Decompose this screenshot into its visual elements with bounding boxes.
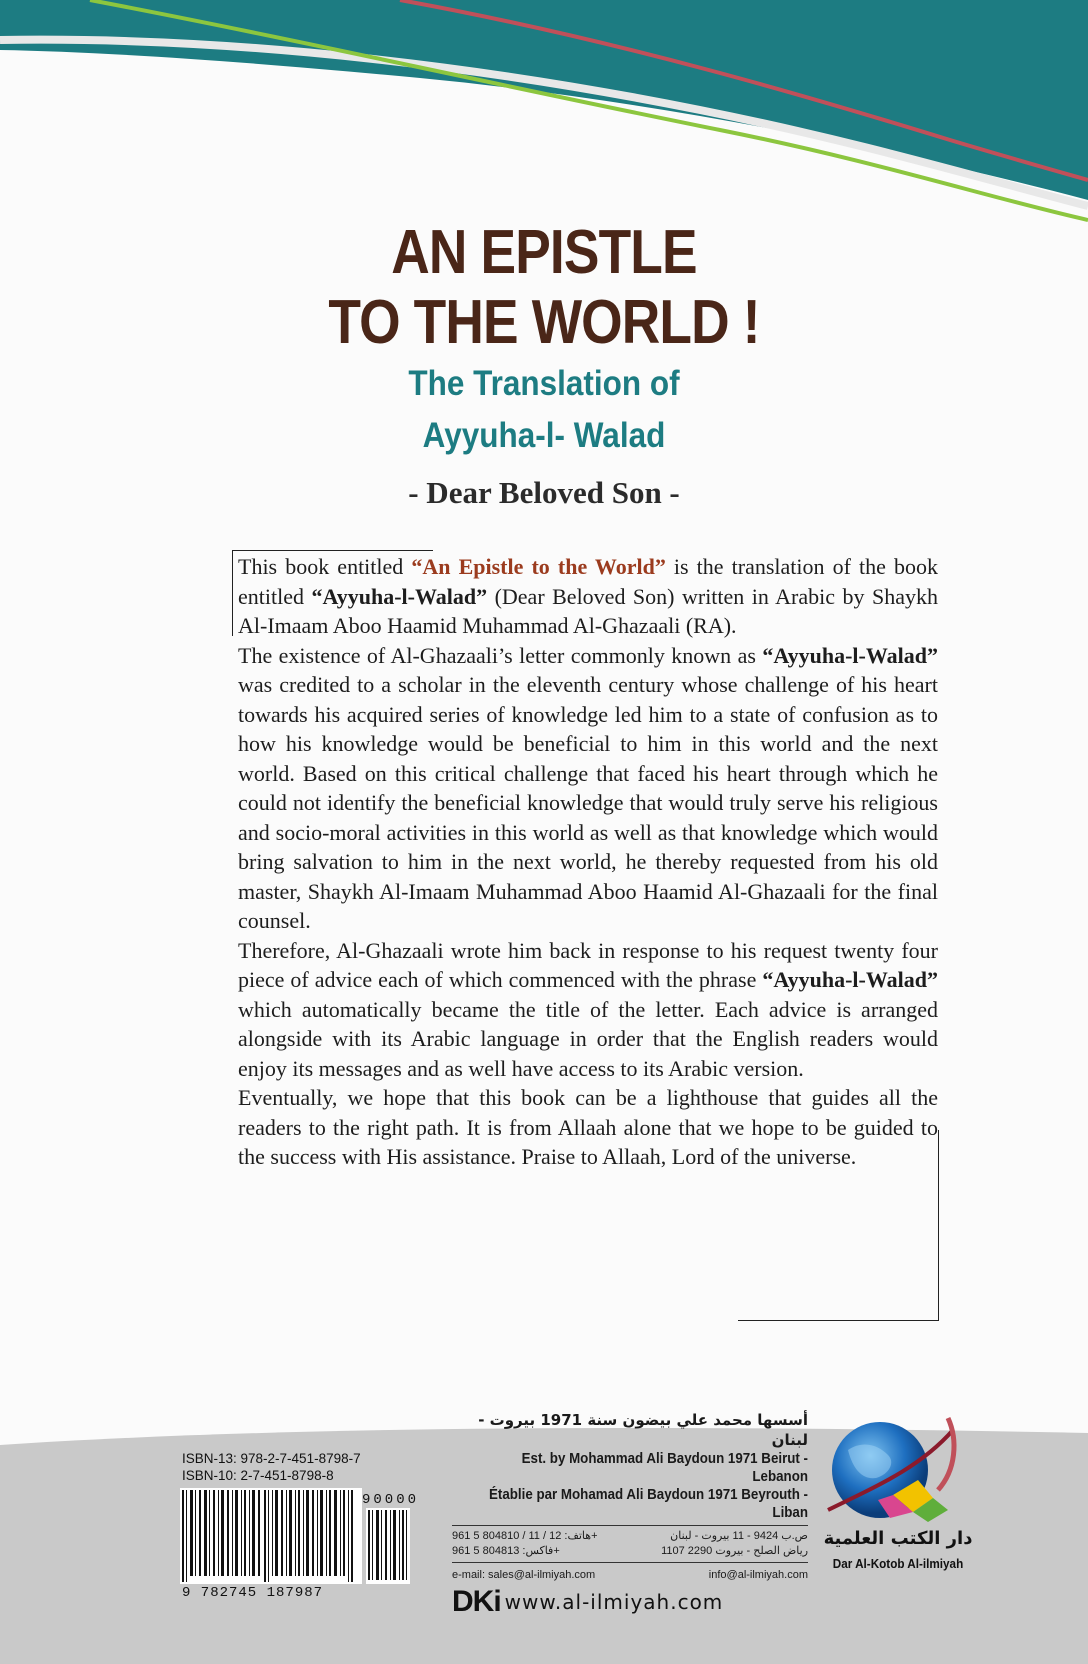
paragraph-3	[238, 936, 938, 1084]
contact-row-1	[452, 1529, 808, 1544]
paragraph-2	[238, 641, 938, 936]
p1-text-c: is the translation of the book entitled	[238, 554, 938, 609]
paragraph-4: Eventually, we hope that this book can be a lighthouse that guides all the readers to the right path. It is from Allaah alone that we hope to be guided to the success with His assistance. Praise to Allaah, Lord of the universe.	[238, 1085, 938, 1169]
p1-text-e: (Dear Beloved Son) written in Arabic by Shaykh Al-Imaam Aboo Haamid Muhammad Al-Ghazaali (RA).	[238, 583, 938, 638]
isbn-block	[182, 1450, 361, 1484]
subtitle-line-2: Ayyuha-l- Walad	[422, 416, 666, 455]
p3-text-a: Therefore, Al-Ghazaali wrote him back in response to his request twenty four piece of advice each of which commenced with the phrase	[238, 937, 938, 992]
website: www.al-ilmiyah.com	[504, 1590, 724, 1614]
established-fr: Établie par Mohamad Ali Baydoun 1971 Beyrouth - Liban	[489, 1487, 808, 1521]
divider	[452, 1525, 808, 1526]
dear-beloved-son-line: - Dear Beloved Son -	[408, 475, 680, 510]
p2-text-c: was credited to a scholar in the eleventh century whose challenge of his heart towards his acquired series of knowledge led him to a state of confusion as to how his knowledge would be beneficial to him in this world and the next world. Based on this critical challenge that faced his heart through which he could not identify the beneficial knowledge that would truly serve his religious and socio-moral activities in this world as well as that knowledge which would bring salvation to him in the next world, he thereby requested from his old master, Shaykh Al-Imaam Muhammad Aboo Haamid Al-Ghazaali for the final counsel.	[238, 672, 938, 933]
subtitle-line-1: The Translation of	[408, 364, 680, 403]
established-en: Est. by Mohammad Ali Baydoun 1971 Beirut - Lebanon	[521, 1451, 808, 1485]
title-block	[0, 218, 1088, 518]
arabic-founded-line: أسسها محمد علي بيضون سنة 1971 بيروت - لبنان	[478, 1411, 808, 1449]
contact-row-2	[452, 1544, 808, 1559]
dki-website-row	[452, 1587, 808, 1617]
publisher-info	[452, 1410, 808, 1617]
p2-original-title: “Ayyuha-l-Walad”	[762, 642, 938, 668]
publisher-name-ar: دار الكتب العلمية	[823, 1528, 973, 1549]
email-row	[452, 1567, 808, 1583]
top-wave-band	[0, 0, 1088, 240]
isbn-10: ISBN-10: 2-7-451-8798-8	[182, 1468, 334, 1483]
p1-original-title: “Ayyuha-l-Walad”	[311, 583, 488, 609]
email-info: info@al-ilmiyah.com	[708, 1569, 808, 1581]
fax: فاكس: 804813 5 961+	[452, 1545, 560, 1557]
p1-text-a: This book entitled	[238, 554, 412, 579]
tel: هاتف: 12 / 11 / 804810 5 961+	[452, 1530, 598, 1542]
p3-original-title: “Ayyuha-l-Walad”	[762, 967, 938, 992]
paragraph-1	[238, 552, 938, 641]
p3-text-c: which automatically became the title of the letter. Each advice is arranged alongside with its Arabic language in order that the English readers would enjoy its messages and as well have access to its Arabic version.	[238, 996, 938, 1081]
isbn-13: ISBN-13: 978-2-7-451-8798-7	[182, 1451, 361, 1466]
globe-logo-icon	[818, 1400, 978, 1530]
main-title-line-1: AN EPISTLE	[391, 218, 697, 287]
divider	[452, 1562, 808, 1563]
publisher-name-en: Dar Al-Kotob Al-ilmiyah	[832, 1556, 964, 1571]
price-code: 90000	[362, 1492, 420, 1508]
p1-book-title: “An Epistle to the World”	[411, 554, 666, 579]
main-title-line-2: TO THE WORLD !	[328, 288, 760, 357]
p2-text-a: The existence of Al-Ghazaali’s letter commonly known as	[238, 642, 763, 668]
riad-address: رياض الصلح - بيروت 2290 1107	[661, 1545, 808, 1557]
blurb-text	[238, 552, 938, 1172]
po-box: ص.ب 9424 - 11 بيروت - لبنان	[670, 1530, 808, 1542]
barcode-digits: 9 782745 187987	[182, 1585, 324, 1601]
email-sales: e-mail: sales@al-ilmiyah.com	[452, 1569, 596, 1581]
dki-logo: DKi	[452, 1585, 501, 1618]
